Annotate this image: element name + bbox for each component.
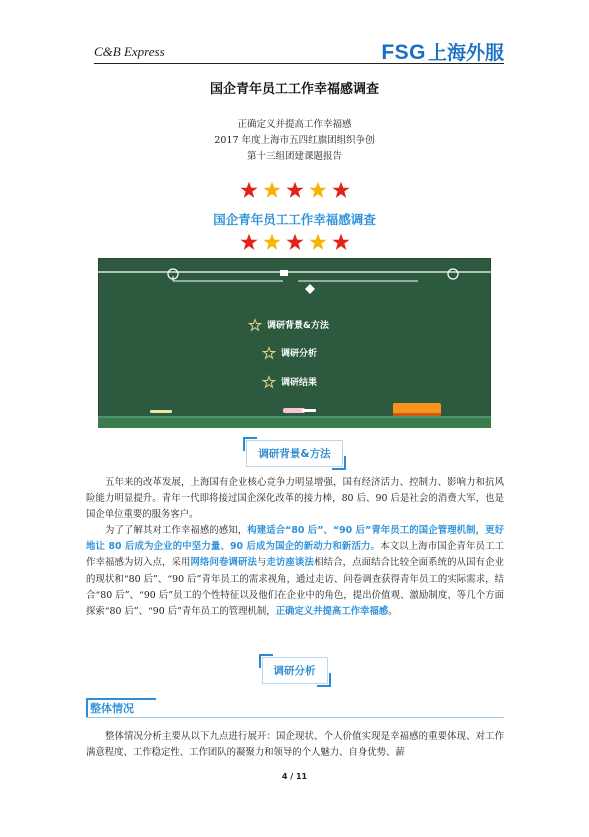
fsg-logo-text: FSG (381, 41, 426, 64)
star-row-bottom (0, 233, 589, 251)
star-icon (286, 233, 304, 251)
section-analysis (0, 657, 589, 684)
star-icon (240, 181, 258, 199)
fsg-logo (381, 38, 504, 65)
star-row-top (0, 181, 589, 199)
board-menu-label-1: 调研背景&方法 (267, 321, 329, 331)
star-icon (263, 233, 281, 251)
p2-text-b: 。本文以上海市国企青年员工工作幸福感为切入点，采用 (86, 541, 504, 569)
star-icon (332, 181, 350, 199)
board-menu-label-3: 调研结果 (281, 378, 318, 388)
banner-title: 国企青年员工工作幸福感调查 (213, 212, 376, 227)
p2-highlight-3: 走访座谈法 (266, 557, 315, 569)
section-analysis-label: 调研分析 (273, 665, 316, 677)
star-icon (286, 181, 304, 199)
paragraph-1: 五年来的改革发展，上海国有企业核心竞争力明显增强，国有经济活力、控制力、影响力和抗风险能力明显提升。青年一代即将接过国企深化改革的接力棒，80 后、90 后是社会的消费大军，也是国企单位重要的服务客户。 (86, 477, 504, 521)
subtitle-line-1: 正确定义并提高工作幸福感 (237, 119, 352, 130)
page-number: 4 / 11 (281, 772, 308, 781)
p2-highlight-2: 网络问卷调研法 (190, 557, 258, 569)
p2-highlight-4: 正确定义并提高工作幸福感 (275, 606, 389, 618)
cb-express-brand: C&B Express (94, 44, 165, 59)
paragraph-3: 整体情况分析主要从以下九点进行展开：国企现状、个人价值实现是幸福感的重要体现、对工作满意程度、工作稳定性、工作团队的凝聚力和领导的个人魅力、自身优势、薪 (86, 731, 504, 759)
subtitle-line-2: 2017 年度上海市五四红旗团组织争创 (214, 135, 375, 146)
overall-heading-label: 整体情况 (90, 702, 134, 715)
star-icon (240, 233, 258, 251)
star-icon (309, 233, 327, 251)
page-header (94, 38, 504, 64)
fsg-logo-cn: 上海外服 (427, 42, 504, 64)
star-icon (332, 233, 350, 251)
p2-text-d: 相结合，点面结合比较全面系统的从国有企业的现状和“80 后”、“90 后”青年员工的需求视角，通过走访、问卷调查获得青年员工的实际需求，结合“80 后”、“90 后”员工的个性特征以及他们在企业中的角色，提出价值观、激励制度、等几个方面探索“80 后”、“90 后”青年员工的管理机制， (86, 557, 504, 618)
star-icon (309, 181, 327, 199)
section-background-method-label: 调研背景&方法 (258, 448, 331, 460)
board-menu-label-2: 调研分析 (281, 349, 318, 359)
subtitle-line-3: 第十三组团建课题报告 (246, 151, 342, 162)
p2-text-c: 与 (257, 557, 267, 569)
blackboard-image (98, 258, 491, 428)
section-background-method (0, 440, 589, 467)
p2-highlight-1: 构建适合“80 后”、“90 后”青年员工的国企管理机制，更好地让 80 后成为企业的中坚力量、90 后成为国企的新动力和新活力 (86, 525, 504, 553)
overall-heading (86, 698, 504, 718)
paragraph-2 (86, 523, 504, 620)
document-title: 国企青年员工工作幸福感调查 (209, 82, 379, 97)
star-icon (263, 181, 281, 199)
p2-text-a: 为了了解其对工作幸福感的感知， (105, 525, 248, 536)
p2-text-e: 。 (388, 606, 398, 618)
